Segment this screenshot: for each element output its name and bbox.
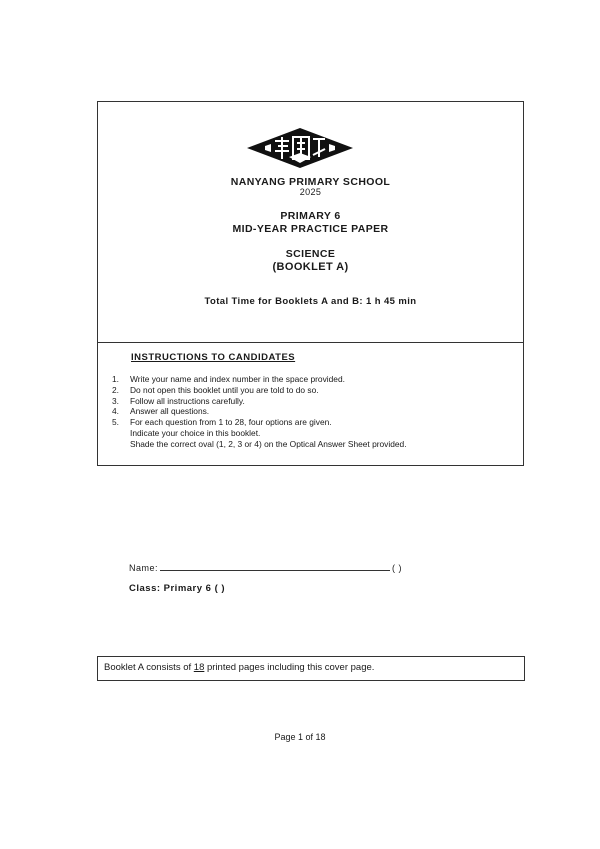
instruction-number: 2. (112, 384, 119, 395)
instruction-number: 3. (112, 395, 119, 406)
instruction-item (112, 396, 407, 407)
instruction-number: 5. (112, 417, 119, 428)
instruction-text: Write your name and index number in the space provided. (130, 374, 345, 384)
school-name: NANYANG PRIMARY SCHOOL (230, 176, 391, 188)
instruction-item (112, 406, 407, 417)
class-field[interactable]: Class: Primary 6 ( ) (129, 583, 226, 594)
booklet-info-box (97, 656, 525, 681)
instructions-title: INSTRUCTIONS TO CANDIDATES (131, 352, 296, 363)
exam-year: 2025 (299, 187, 322, 197)
name-line[interactable] (160, 561, 390, 571)
instruction-item (112, 374, 407, 385)
index-number-field[interactable]: ( ) (392, 563, 403, 573)
subject-title: SCIENCE (285, 248, 336, 260)
name-field[interactable] (129, 561, 402, 573)
booklet-title: (BOOKLET A) (272, 261, 349, 273)
instruction-continuation: Shade the correct oval (1, 2, 3 or 4) on the Optical Answer Sheet provided. (130, 438, 407, 449)
total-time: Total Time for Booklets A and B: 1 h 45 min (204, 296, 417, 307)
school-logo-icon (245, 127, 355, 169)
instruction-text: Answer all questions. (130, 406, 210, 417)
booklet-info-suffix: printed pages including this cover page. (204, 662, 375, 673)
page-count: 18 (193, 662, 205, 673)
level-title: PRIMARY 6 (280, 210, 341, 222)
instruction-item (112, 417, 407, 428)
page-number: Page 1 of 18 (274, 732, 326, 742)
instructions-list (112, 374, 407, 450)
instruction-text: For each question from 1 to 28, four options are given. (130, 417, 332, 428)
instruction-text: Do not open this booklet until you are told to do so. (130, 384, 319, 395)
instruction-continuation: Indicate your choice in this booklet. (130, 427, 261, 438)
instruction-item (112, 385, 407, 396)
paper-title: MID-YEAR PRACTICE PAPER (232, 223, 389, 235)
instruction-number: 4. (112, 406, 119, 417)
instruction-text: Follow all instructions carefully. (130, 395, 245, 406)
name-label: Name: (129, 563, 159, 573)
section-divider (98, 342, 523, 343)
booklet-info-prefix: Booklet A consists of (104, 662, 194, 673)
instruction-number: 1. (112, 374, 119, 384)
